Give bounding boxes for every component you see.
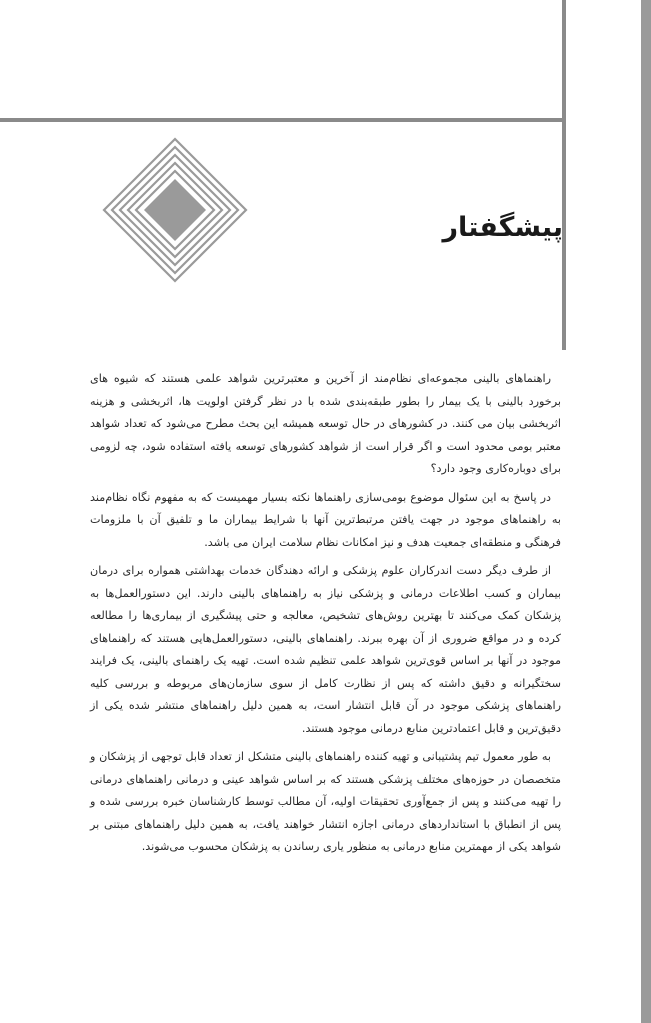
paragraph: از طرف دیگر دست اندرکاران علوم پزشکی و ارائه دهندگان خدمات بهداشتی همواره برای درمان بیماران و کسب اطلاعات درمانی و پزشکی نیاز به راهنماهای بالینی دارند. این دستورالعمل‌ها به پزشکان کمک می‌کنند تا بهترین روش‌های تشخیص، معالجه و حتی پیشگیری از بیماری‌ها را مطالعه کرده و در مواقع ضروری از آن بهره ببرند. راهنماهای بالینی، دستورالعمل‌هایی هستند که راهنماهای موجود در آنها بر اساس قوی‌ترین شواهد علمی تنظیم شده است. تهیه یک راهنمای بالینی، یک فرایند سختگیرانه و دقیق داشته که پس از نظارت کامل از سوی سازمان‌های مربوطه و بررسی کلیه راهنماهای پزشکی موجود در آن قابل انتشار است، به همین دلیل راهنماهای منتشر شده یکی از دقیق‌ترین و قابل اعتمادترین منابع درمانی موجود هستند. — [90, 564, 561, 735]
page-title: پیشگفتار — [442, 212, 563, 243]
paragraph: به طور معمول تیم پشتیبانی و تهیه کننده راهنماهای بالینی متشکل از تعداد قابل توجهی از پزشکان و متخصصان در حوزه‌های مختلف پزشکی هستند که بر اساس شواهد عینی و درمانی راهنماهای درمانی را تهیه می‌کنند و پس از جمع‌آوری تحقیقات اولیه، آن مطالب توسط کارشناسان خبره بررسی شده و پس از انطباق با استانداردهای درمانی اجازه انتشار خواهند یافت، به همین دلیل راهنماهای مبتنی بر شواهد یکی از مهمترین منابع درمانی به منظور یاری رساندن به پزشکان محسوب می‌شوند. — [90, 750, 561, 853]
frame-line-top — [562, 0, 566, 120]
page-edge-bar — [641, 0, 651, 1023]
body-text — [90, 368, 561, 865]
stacked-diamond-icon — [100, 135, 250, 285]
frame-line-horizontal — [0, 118, 566, 122]
paragraph: در پاسخ به این سئوال موضوع بومی‌سازی راهنماها نکته بسیار مهمیست که به مفهوم نگاه نظام‌مند به راهنماهای موجود در جهت یافتن مرتبط‌ترین آنها با شرایط بیماران ما و تلفیق آن با ملزومات فرهنگی و منطقه‌ای جمعیت هدف و نیز امکانات نظام سلامت ایران می باشد. — [90, 490, 561, 549]
paragraph: راهنماهای بالینی مجموعه‌ای نظام‌مند از آخرین و معتبرترین شواهد علمی هستند که شیوه های برخورد بالینی با یک بیمار را بطور طبقه‌بندی شده با در نظر گرفتن اولویت ها، اثربخشی و هزینه اثربخشی بیان می کنند. در کشورهای در حال توسعه همیشه این بحث مطرح می‌شود که تعداد شواهد معتبر بومی محدود است و اگر قرار است از شواهد کشورهای توسعه یافته استفاده شود، چه لزومی برای دوباره‌کاری وجود دارد؟ — [90, 372, 561, 475]
